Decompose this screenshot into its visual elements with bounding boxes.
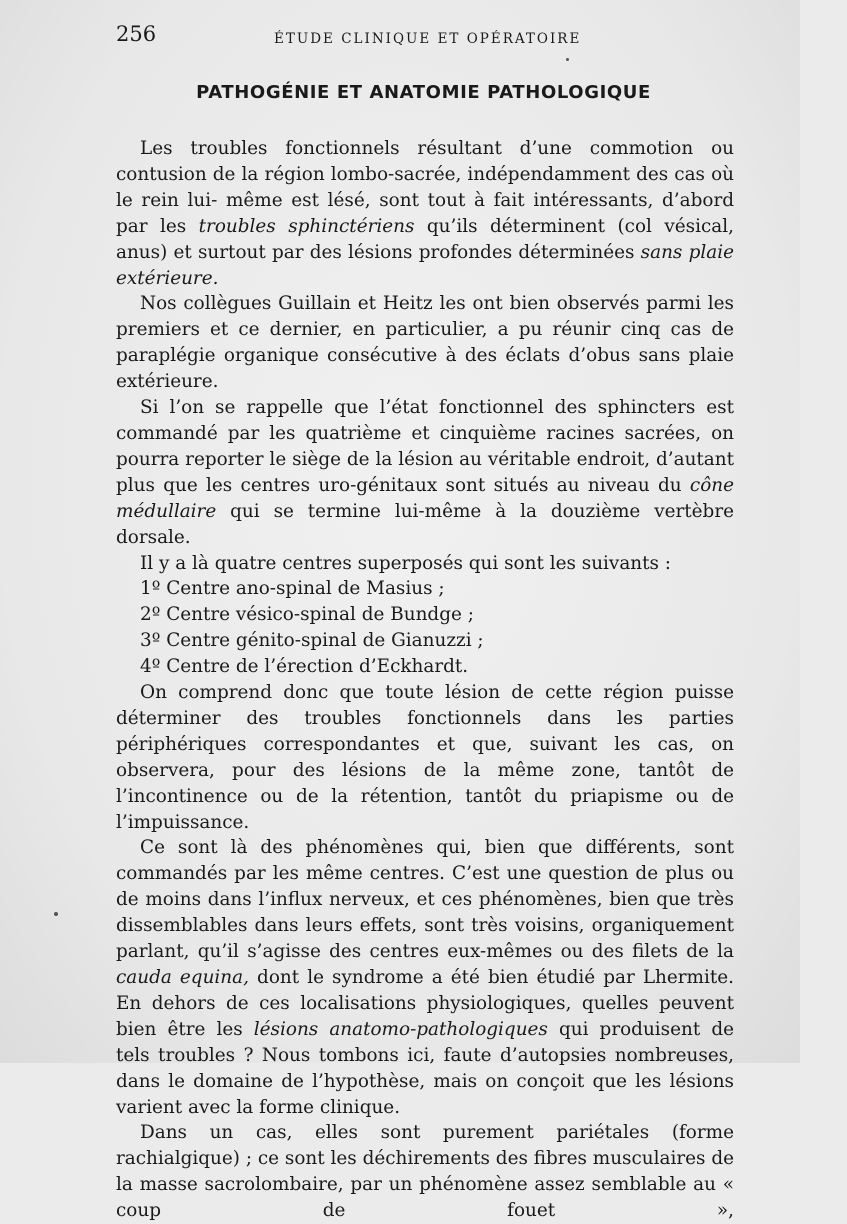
scan-speck [54, 912, 58, 916]
paragraph: Nos collègues Guillain et Heitz les ont bien observés parmi les premiers et ce dernier, en particulier, a pu réunir cinq cas de paraplégie organique consécutive à des éclats d’obus sans plaie extérieure. [116, 293, 734, 393]
paragraph: Les troubles fonctionnels résultant d’une commotion ou contusion de la région lombo-sacrée, indépendamment des cas où le rein lui- même est lésé, sont tout à fait intéressants, d’abord par les troubles sphinctériens qu’ils déterminent (col vésical, anus) et surtout par des lésions profondes déterminées sans plaie extérieure. [116, 138, 735, 289]
page-number: 256 [116, 22, 157, 46]
paragraph: On comprend donc que toute lésion de cette région puisse déterminer des troubles fonctionnels dans les parties périphériques correspondantes et que, suivant les cas, on observera, pour des lésions de la même zone, tantôt de l’incontinence ou de la rétention, tantôt du priapisme ou de l’impuissance. [116, 682, 734, 833]
paragraph: Si l’on se rappelle que l’état fonctionnel des sphincters est commandé par les quatrième et cinquième racines sacrées, on pourra reporter le siège de la lésion au véritable endroit, d’autant plus que les centres uro-génitaux sont situés au niveau du cône médullaire qui se termine lui-même à la douzième vertèbre dorsale. [116, 397, 734, 548]
list-item: 1º Centre ano-spinal de Masius ; [140, 578, 445, 600]
paragraph: Il y a là quatre centres superposés qui sont les suivants : [140, 552, 671, 574]
paragraph: Ce sont là des phénomènes qui, bien que différents, sont commandés par les même centres. C’est une question de plus ou de moins dans l’influx nerveux, et ces phénomènes, bien que très dissemblables dans leurs effets, sont très voisins, organiquement parlant, qu’il s’agisse des centres eux-mêmes ou des filets de la cauda equina, dont le syndrome a été bien étudié par Lhermite. En dehors de ces localisations physiologiques, quelles peuvent bien être les lésions anatomo-pathologiques qui produisent de tels troubles ? Nous tombons ici, faute d’autopsies nombreuses, dans le domaine de l’hypothèse, mais on conçoit que les lésions varient avec la forme clinique. [116, 837, 734, 1118]
body-text [116, 136, 734, 1224]
list-item: 2º Centre vésico-spinal de Bundge ; [140, 604, 474, 626]
running-head [116, 22, 706, 52]
list-item: 4º Centre de l’érection d’Eckhardt. [140, 656, 469, 678]
section-title: PATHOGÉNIE ET ANATOMIE PATHOLOGIQUE [196, 82, 651, 103]
paragraph: Dans un cas, elles sont purement pariétales (forme rachialgique) ; ce sont les déchirements des fibres musculaires de la masse sacrolombaire, par un phénomène assez semblable au « coup de fouet », [116, 1122, 734, 1222]
list-item: 3º Centre génito-spinal de Gianuzzi ; [140, 630, 484, 652]
running-title: ÉTUDE CLINIQUE ET OPÉRATOIRE [274, 31, 582, 47]
scan-speck [566, 58, 569, 61]
